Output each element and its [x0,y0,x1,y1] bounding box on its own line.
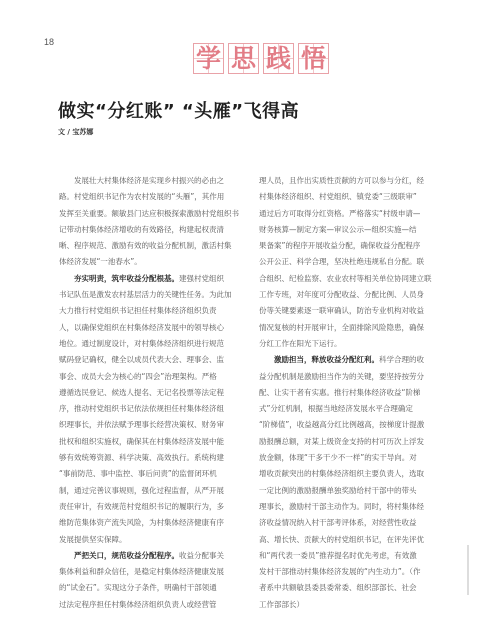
text-line [59,580,249,596]
text-line [59,532,249,548]
text-line [259,515,444,531]
text-line [259,369,444,385]
line-text: 村集体经济组织、村党组织、镇党委“三级联审” [259,192,417,202]
text-line [59,450,249,466]
text-line [59,303,249,319]
line-text: 配、让实干者有实惠。推行村集体经济收益“阶梯 [259,387,421,397]
line-text: 遵循选民登记、候选人提名、无记名投票等法定程 [59,387,224,397]
line-text: 制，通过完善议事规则，强化过程监督，从严开展 [59,485,224,495]
text-line [259,466,444,482]
text-line [259,320,444,336]
text-line [59,369,249,385]
text-line [59,189,249,205]
edge-tab [467,545,469,595]
line-text: 公开公正、科学合理，坚决杜绝违规私自分配。联 [259,257,424,267]
text-line [259,450,444,466]
line-text: 建强村党组织 [179,273,224,283]
text-line [59,173,249,189]
page-number: 18 [44,37,55,47]
text-line [59,564,249,580]
line-text: 织理事长，并依法赋予理事长经营决策权、财务审 [59,420,224,430]
line-text: 益分配机制是激励担当作为的关键，要坚持按劳分 [259,371,424,381]
line-text: 增收贡献突出的村集体经济组织主要负责人，选取 [259,469,424,479]
line-text: 批权和组织实施权，确保其在村集体经济发展中能 [59,436,224,446]
line-text: 书记队伍是激发农村基层活力的关键性任务。为此加 [59,290,232,300]
text-line [59,499,249,515]
line-text: 济收益情况纳入村干部考评体系，对经营性收益 [259,518,417,528]
text-line [59,401,249,417]
line-text: 放金额，体现“干多干少不一样”的实干导向。对 [259,453,417,463]
line-text: 体经济发展“一池春水”。 [59,257,142,267]
line-text: 事会、成员大会为核心的“四会”治理架构。严格 [59,371,217,381]
line-text: 序，推动村党组织书记依法依规担任村集体经济组 [59,404,224,414]
text-line [59,417,249,433]
text-line [59,222,249,238]
line-text: 责任审计，有效规范村党组织书记的履职行为，多 [59,501,224,511]
line-text: 地位。通过制度设计，对村集体经济组织进行规范 [59,338,224,348]
line-text: 一定比例的激励报酬单独奖励给村干部中的带头 [259,485,417,495]
text-line [59,320,249,336]
text-line [259,173,444,189]
line-text: 分红工作在阳光下运行。 [259,338,342,348]
line-text: 发展壮大村集体经济是实现乡村振兴的必由之 [74,176,224,185]
text-line [259,401,444,417]
text-line [259,222,444,238]
line-text: 集体利益和群众信任，是稳定村集体经济健康发展 [59,567,224,577]
line-text: 大力推行村党组织书记担任村集体经济组织负责 [59,306,217,316]
line-text: 过法定程序担任村集体经济组织负责人或经营管 [59,599,217,609]
line-text: 晰、程序规范、激励有效的收益分配机制，激活村集 [59,241,232,251]
paragraph-heading: 夯实明责，筑牢收益分配根基。 [74,273,179,283]
line-text: 发村干部推动村集体经济发展的“内生动力”。（作 [259,567,421,577]
line-text: 理事长，激励村干部主动作为。同时，将村集体经 [259,501,424,511]
text-line [259,483,444,499]
banner-char: 践 [263,43,294,74]
line-text: 理人员，且作出实质性贡献的方可以参与分红，经 [259,176,424,185]
text-line [259,303,444,319]
text-line [59,597,249,613]
text-line [259,287,444,303]
text-line [59,206,249,222]
text-line [59,336,249,352]
line-text: 维防范集体资产流失风险，为村集体经济健康有序 [59,518,224,528]
left-column [59,173,249,613]
line-text: 路。村党组织书记作为农村发展的“头雁”，其作用 [59,192,225,202]
text-line [59,483,249,499]
text-line [259,238,444,254]
text-line [259,352,444,368]
line-text: 工作专班，对年度可分配收益、分配比例、人员身 [259,290,424,300]
text-line [59,254,249,270]
line-text: 通过后方可取得分红资格。严格落实“村级申请— [259,208,421,218]
text-line [259,532,444,548]
paragraph-heading: 严把关口，规范收益分配程序。 [74,550,179,560]
article-title: 做实“分红账” “头雁”飞得高 [58,101,300,122]
line-text: 发挥至关重要。额敏县门达应积极探索激励村党组织书 [59,208,239,218]
line-text: 合组织、纪检监察、农业农村等相关单位协同建立联 [259,273,432,283]
right-column [259,173,444,613]
text-line [259,385,444,401]
text-line [259,580,444,596]
line-text: 够有效统筹资源、科学决策、高效执行。系统构建 [59,453,224,463]
line-text: 励报酬总额，对某上级资金支持的村可历次上浮发 [259,436,424,446]
text-line [259,271,444,287]
text-line [59,515,249,531]
line-text: “阶梯值”，收益越高分红比例越高，按梯度计提激 [259,420,425,430]
text-line [259,254,444,270]
text-line [259,434,444,450]
text-line [59,352,249,368]
line-text: 份等关键要素逐一联审确认，防治专业机构对收益 [259,306,424,316]
banner-char: 思 [228,43,259,74]
text-line [259,499,444,515]
line-text: 记带动村集体经济增收的有效路径，构建起权责清 [59,224,224,234]
text-line [59,434,249,450]
line-text: 高、增长快、贡献大的村党组织书记，在评先评优 [259,534,424,544]
line-text: 的“试金石”。实现这分子条件，明确村干部领通 [59,583,217,593]
text-line [259,189,444,205]
text-line [259,206,444,222]
section-banner [193,43,329,74]
line-text: 果备案”的程序开展收益分配，确保收益分配程序 [259,241,421,251]
text-line [259,336,444,352]
text-line [59,385,249,401]
line-text: “事前防范、事中监控、事后问责”的监督闭环机 [59,469,217,479]
line-text: 科学合理的收 [379,355,424,365]
text-line [259,548,444,564]
text-line [59,271,249,287]
text-line [59,548,249,564]
line-text: 赋码登记确权，健全以成员代表大会、理事会、监 [59,355,224,365]
line-text: 工作部部长） [259,599,304,609]
article-byline: 文 / 宝苏娜 [58,128,94,136]
line-text: 收益分配事关 [179,550,224,560]
text-line [259,417,444,433]
text-line [59,466,249,482]
line-text: 发展提供坚实保障。 [59,534,127,544]
banner-char: 悟 [298,43,329,74]
line-text: 情况复核的村开展审计，全面排除风险隐患，确保 [259,322,424,332]
text-line [259,597,444,613]
line-text: 财务核算—制定方案—审议公示—组织实施—结 [259,224,417,234]
text-line [59,287,249,303]
paragraph-heading: 激励担当，释放收益分配红利。 [274,355,379,365]
line-text: 式”分红机制，根据当地经济发展水平合理确定 [259,404,413,414]
line-text: 者系中共额敏县委县委常委、组织部部长、社会 [259,583,417,593]
line-text: 和“两代表一委员”推荐提名时优先考虑，有效激 [259,550,417,560]
text-line [259,564,444,580]
text-line [59,238,249,254]
line-text: 人，以确保党组织在村集体经济发展中的领导核心 [59,322,224,332]
banner-char: 学 [193,43,224,74]
